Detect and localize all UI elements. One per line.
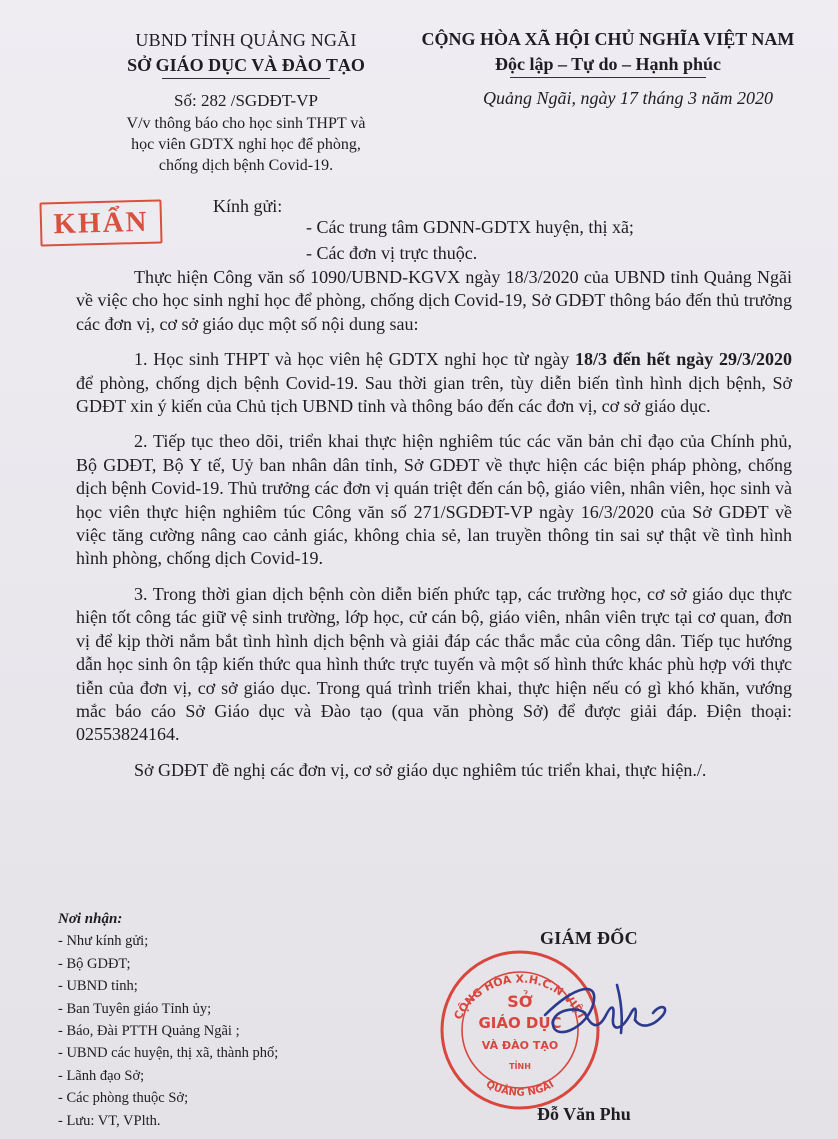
distribution-item: - UBND tỉnh;	[58, 978, 138, 995]
motto-underline	[510, 77, 706, 78]
subject-line-1: V/v thông báo cho học sinh THPT và	[126, 115, 366, 133]
signer-title: GIÁM ĐỐC	[540, 928, 638, 948]
issuer-department: SỞ GIÁO DỤC VÀ ĐÀO TẠO	[127, 55, 365, 75]
intro-paragraph: Thực hiện Công văn số 1090/UBND-KGVX ngày 18/3/2020 của UBND tỉnh Quảng Ngãi về việc cho học sinh nghỉ học để phòng, chống dịch Covid-19, Sở GDĐT thông báo đến thủ trưởng các đơn vị, cơ sở giáo dục một số nội dung sau:	[76, 267, 792, 334]
addressee-item: - Các trung tâm GDNN-GDTX huyện, thị xã;	[306, 217, 634, 237]
distribution-item: - Lưu: VT, VPlth.	[58, 1112, 161, 1129]
addressee-item: - Các đơn vị trực thuộc.	[306, 243, 478, 263]
item-1-text-start: 1. Học sinh THPT và học viên hệ GDTX nghỉ học từ ngày	[134, 349, 576, 370]
issuer-header	[96, 28, 396, 176]
item-1-text-end: để phòng, chống dịch bệnh Covid-19. Sau thời gian trên, tùy diễn biến tình hình dịch bệnh, Sở GDĐT xin ý kiến của Chủ tịch UBND tỉnh và thông báo đến các đơn vị, cơ sở giáo dục.	[76, 372, 792, 417]
national-title: CỘNG HÒA XÃ HỘI CHỦ NGHĨA VIỆT NAM	[421, 29, 795, 49]
distribution-item: - Các phòng thuộc Sở;	[58, 1090, 189, 1107]
item-3-paragraph: 3. Trong thời gian dịch bệnh còn diễn biến phức tạp, các trường học, cơ sở giáo dục thực hiện tốt công tác giữ vệ sinh trường, lớp học, cử cán bộ, giáo viên, nhân viên trực tại cơ quan, đơn vị để kịp thời nắm bắt tình hình dịch bệnh và giải đáp các thắc mắc của công dân. Tiếp tục hướng dẫn học sinh ôn tập kiến thức qua hình thức trực tuyến và một số hình thức khác phù hợp với thực tiễn của đơn vị, cơ sở giáo dục. Trong quá trình triển khai, thực hiện nếu có gì khó khăn, vướng mắc báo cáo Sở Giáo dục và Đào tạo (qua văn phòng Sở) để được giải đáp. Điện thoại: 02553824164.	[76, 583, 792, 745]
issuer-authority: UBND TỈNH QUẢNG NGÃI	[135, 30, 357, 50]
item-2-paragraph: 2. Tiếp tục theo dõi, triển khai thực hiện nghiêm túc các văn bản chỉ đạo của Chính phủ, Bộ GDĐT, Bộ Y tế, Uỷ ban nhân dân tỉnh, Sở GDĐT về thực hiện các biện pháp phòng, chống dịch bệnh Covid-19. Thủ trưởng các đơn vị quán triệt đến cán bộ, giáo viên, nhân viên, học sinh và học viên thực hiện nghiêm túc Công văn số 271/SGDĐT-VP ngày 16/3/2020 của Sở GDĐT về việc tăng cường nâng cao cảnh giác, không chia sẻ, lan truyền thông tin sai sự thật về tình hình hình phòng, chống dịch Covid-19.	[76, 431, 792, 569]
seal-ring-top: CỘNG HÒA X.H.C.N VIỆT	[451, 972, 589, 1022]
addressee-list	[306, 214, 634, 266]
urgent-stamp: KHẨN	[39, 199, 162, 246]
distribution-item: - Báo, Đài PTTH Quảng Ngãi ;	[58, 1023, 240, 1040]
subject-line-2: học viên GDTX nghỉ học để phòng,	[131, 136, 361, 154]
national-motto: Độc lập – Tự do – Hạnh phúc	[494, 54, 722, 74]
signer-name: Đỗ Văn Phu	[537, 1104, 631, 1124]
subject-line-3: chống dịch bệnh Covid-19.	[158, 157, 334, 175]
addressee-label: Kính gửi:	[213, 196, 283, 216]
closing-paragraph: Sở GDĐT đề nghị các đơn vị, cơ sở giáo dục nghiêm túc triển khai, thực hiện./.	[134, 759, 707, 780]
document-body	[76, 266, 792, 794]
distribution-item: - Ban Tuyên giáo Tỉnh ủy;	[58, 1000, 212, 1017]
issue-date: Quảng Ngãi, ngày 17 tháng 3 năm 2020	[483, 88, 773, 109]
document-number: Số: 282 /SGDĐT-VP	[174, 91, 318, 111]
distribution-item: - Bộ GDĐT;	[58, 955, 131, 972]
header-underline	[162, 78, 330, 79]
official-seal	[425, 945, 685, 1125]
seal-center-4: TỈNH	[509, 1062, 531, 1071]
distribution-title: Nơi nhận:	[58, 911, 123, 927]
distribution-item: - Lãnh đạo Sở;	[58, 1067, 145, 1084]
seal-ring-bottom: QUẢNG NGÃI	[484, 1079, 557, 1099]
distribution-item: - Như kính gửi;	[58, 933, 149, 950]
seal-center-1: SỞ	[507, 992, 533, 1011]
national-header	[398, 26, 818, 110]
item-1-dates: 18/3 đến hết ngày 29/3/2020	[575, 349, 792, 370]
distribution-list	[58, 908, 278, 1132]
distribution-item: - UBND các huyện, thị xã, thành phố;	[58, 1045, 279, 1062]
seal-stamp-icon	[442, 952, 598, 1108]
seal-center-3: VÀ ĐÀO TẠO	[481, 1039, 559, 1052]
seal-center-2: GIÁO DỤC	[478, 1014, 562, 1032]
item-1-paragraph	[76, 348, 792, 418]
